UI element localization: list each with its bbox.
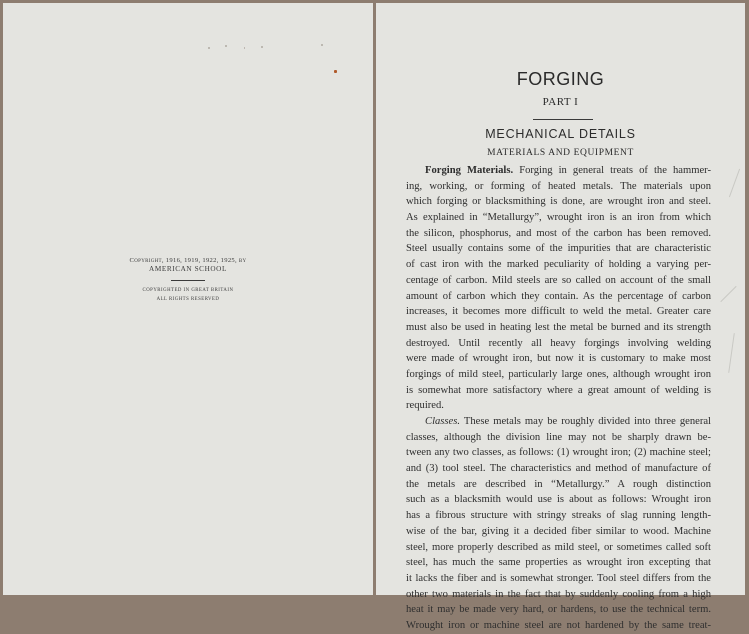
paper-speck bbox=[208, 47, 210, 49]
text-line: Wrought iron or machine steel are not hardened by the same treat- bbox=[406, 619, 711, 631]
body-text bbox=[406, 163, 711, 634]
text-line: steel, more properly described as mild steel, or sometimes called soft bbox=[406, 541, 711, 553]
text-line: Classes. These metals may be roughly divided into three general bbox=[425, 416, 711, 427]
text-line: forgings of mild steel, particularly large ones, although wrought iron bbox=[406, 368, 711, 380]
text-line: of cast iron with the marked peculiarity of holding a varying per- bbox=[406, 259, 711, 271]
publisher-name: AMERICAN SCHOOL bbox=[149, 265, 227, 273]
text-line: ing, working, or forming of heated metals. The materials upon bbox=[406, 180, 711, 192]
text-line: must also be used in heating lest the metal be burned and its strength bbox=[406, 321, 711, 333]
divider bbox=[171, 280, 205, 281]
text-line: increases, it becomes more difficult to weld the metal. Greater care bbox=[406, 306, 711, 318]
text-line: and (3) tool steel. The characteristics and method of manufacture of bbox=[406, 463, 711, 475]
left-page bbox=[3, 3, 373, 595]
text-line: tween any two classes, as follows: (1) wrought iron; (2) machine steel; bbox=[406, 447, 711, 459]
title-divider bbox=[533, 119, 593, 120]
text-line: has a fibrous structure with stringy streaks of slag running length- bbox=[406, 510, 711, 522]
text-line: amount of carbon which they contain. As the percentage of carbon bbox=[406, 290, 711, 302]
copyrighted-gb: COPYRIGHTED IN GREAT BRITAIN bbox=[142, 288, 234, 293]
right-page bbox=[376, 3, 745, 631]
text-line: the silicon, phosphorus, and most of the carbon has been removed. bbox=[406, 227, 711, 239]
paper-speck bbox=[225, 45, 227, 47]
paper-speck-red bbox=[334, 70, 337, 73]
margin-mark bbox=[728, 333, 735, 373]
text-line: heat it may be made very hard, or hardens, to use the technical term. bbox=[406, 604, 711, 616]
text-line: Forging Materials. Forging in general treats of the hammer- bbox=[425, 165, 711, 176]
text-line: such as a blacksmith would use is about as follows: Wrought iron bbox=[406, 494, 711, 506]
text-line: required. bbox=[406, 400, 444, 412]
text-line: which forging or blacksmithing is done, are wrought iron and steel. bbox=[406, 196, 711, 208]
paper-speck bbox=[321, 44, 323, 46]
part-label: PART I bbox=[542, 96, 579, 108]
text-line: is somewhat more satisfactory where a great amount of welding is bbox=[406, 384, 711, 396]
text-line: destroyed. Until recently all heavy forgings involving welding bbox=[406, 337, 711, 349]
copyright-line: Copyright, 1916, 1919, 1922, 1925, by bbox=[129, 257, 247, 264]
text-line: classes, although the division line may not be sharply drawn be- bbox=[406, 431, 711, 443]
paragraph-heading: Classes. bbox=[425, 416, 461, 427]
section-heading: MECHANICAL DETAILS bbox=[485, 127, 636, 141]
text-line: Steel usually contains some of the impurities that are characteristic bbox=[406, 243, 711, 255]
text-line: wise of the bar, giving it a decided fiber similar to wood. Machine bbox=[406, 525, 711, 537]
paper-speck bbox=[244, 47, 245, 49]
paper-speck bbox=[261, 46, 263, 48]
text-line: other two materials in the fact that by suddenly cooling from a high bbox=[406, 588, 711, 600]
rights-reserved: ALL RIGHTS RESERVED bbox=[156, 297, 220, 302]
page-title: FORGING bbox=[516, 69, 605, 89]
margin-mark bbox=[720, 286, 736, 302]
paragraph-heading: Forging Materials. bbox=[425, 165, 514, 176]
copyright-block bbox=[3, 256, 373, 304]
text-line: As explained in “Metallurgy”, wrought iron is an iron from which bbox=[406, 212, 711, 224]
text-line: the metals are described in “Metallurgy.” A rough distinction bbox=[406, 478, 711, 490]
subsection-heading: MATERIALS AND EQUIPMENT bbox=[487, 148, 634, 158]
text-line: centage of carbon. Mild steels are so called on account of the small bbox=[406, 274, 711, 286]
text-line: it lacks the fiber and is somewhat stronger. Tool steel differs from the bbox=[406, 572, 711, 584]
margin-mark bbox=[729, 169, 740, 198]
text-line: steel, has much the same properties as wrought iron excepting that bbox=[406, 557, 711, 569]
text-line: were made of wrought iron, but now it is customary to make most bbox=[406, 353, 711, 365]
